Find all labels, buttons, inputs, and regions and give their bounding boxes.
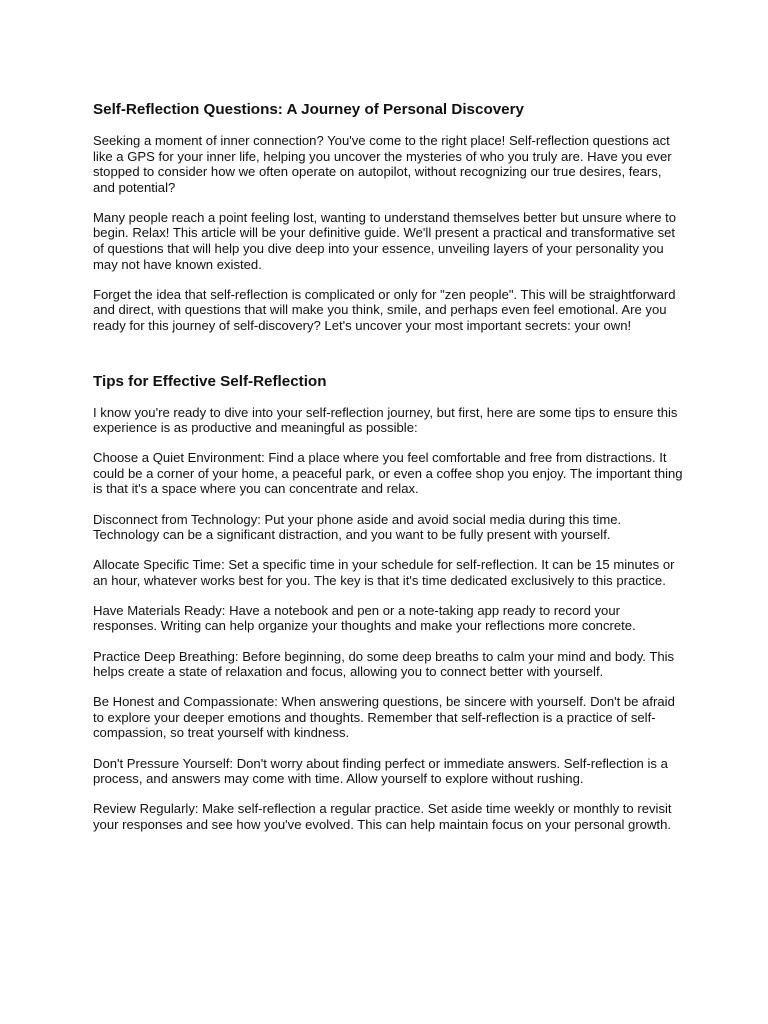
tip-paragraph: Have Materials Ready: Have a notebook and pen or a note-taking app ready to record your responses. Writing can help organize your thoughts and make your reflections more concrete. — [93, 602, 636, 634]
tip-paragraph: Be Honest and Compassionate: When answering questions, be sincere with yourself. Don't be afraid to explore your deeper emotions and thoughts. Remember that self-reflection is a practice of self-compassion, so treat yourself with kindness. — [93, 694, 675, 741]
tip-paragraph: Practice Deep Breathing: Before beginning, do some deep breaths to calm your mind and body. This helps create a state of relaxation and focus, allowing you to connect better with yourself. — [93, 648, 675, 680]
tip-paragraph: Review Regularly: Make self-reflection a regular practice. Set aside time weekly or monthly to revisit your responses and see how you've evolved. This can help maintain focus on your personal growth. — [93, 801, 672, 832]
tip-paragraph: Don't Pressure Yourself: Don't worry about finding perfect or immediate answers. Self-reflection is a process, and answers may come with time. Allow yourself to explore without rushing. — [93, 755, 668, 787]
intro-paragraph: Forget the idea that self-reflection is complicated or only for "zen people". This will be straightforward and direct, with questions that will make you think, smile, and perhaps even feel emotional. Are you ready for this journey of self-discovery? Let's uncover your most important secrets: your own! — [93, 286, 676, 333]
document-page — [93, 100, 683, 847]
intro-paragraph: Seeking a moment of inner connection? You've come to the right place! Self-reflection questions act like a GPS for your inner life, helping you uncover the mysteries of who you truly are. Have you ever stopped to consider how we often operate on autopilot, without recognizing our true desires, fears, and potential? — [93, 133, 672, 195]
document-title: Self-Reflection Questions: A Journey of Personal Discovery — [93, 101, 524, 118]
tip-paragraph: Disconnect from Technology: Put your phone aside and avoid social media during this time. Technology can be a significant distraction, and you want to be fully present with yourself. — [93, 511, 622, 543]
intro-paragraph: Many people reach a point feeling lost, wanting to understand themselves better but unsure where to begin. Relax! This article will be your definitive guide. We'll present a practical and transformative set of questions that will help you dive deep into your essence, unveiling layers of your personality you may not have known existed. — [93, 209, 677, 272]
tip-paragraph: Allocate Specific Time: Set a specific time in your schedule for self-reflection. It can be 15 minutes or an hour, whatever works best for you. The key is that it's time dedicated exclusively to this practice. — [93, 557, 675, 588]
tips-intro-paragraph: I know you're ready to dive into your self-reflection journey, but first, here are some tips to ensure this experience is as productive and meaningful as possible: — [93, 404, 678, 436]
tips-heading: Tips for Effective Self-Reflection — [93, 372, 327, 390]
tip-paragraph: Choose a Quiet Environment: Find a place where you feel comfortable and free from distractions. It could be a corner of your home, a peaceful park, or even a coffee shop you enjoy. The important thing is that it's a space where you can concentrate and relax. — [93, 450, 683, 497]
